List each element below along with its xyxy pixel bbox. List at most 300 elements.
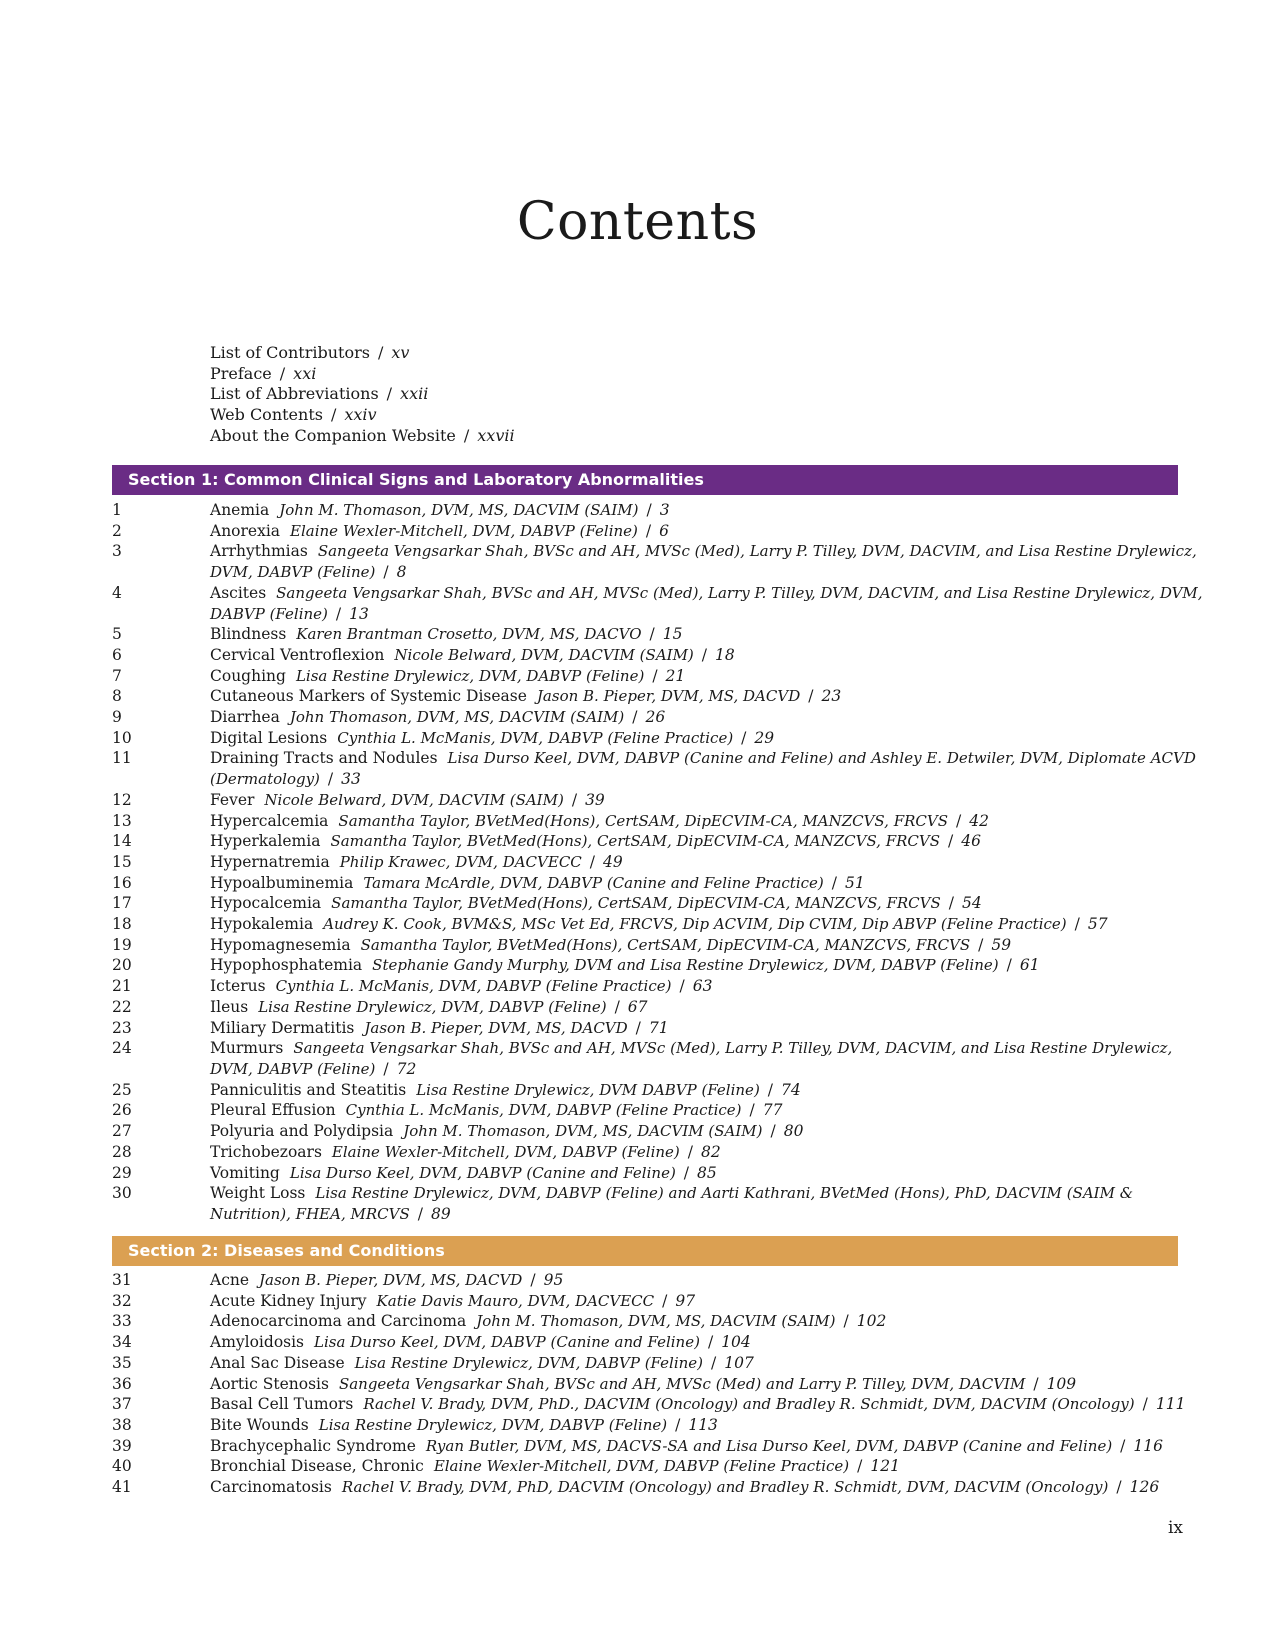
chapter-authors: Audrey K. Cook, BVM&S, MSc Vet Ed, FRCVS, Dip ACVIM, Dip CVIM, Dip ABVP (Feline Practice) <box>323 915 1067 934</box>
separator: / <box>687 1142 693 1161</box>
toc-entry <box>0 1163 1275 1184</box>
chapter-page: 18 <box>715 645 735 664</box>
chapter-authors: Cynthia L. McManis, DVM, DABVP (Feline Practice) <box>345 1101 742 1120</box>
front-matter-page: xxi <box>293 363 317 383</box>
chapter-authors: Sangeeta Vengsarkar Shah, BVSc and AH, MVSc (Med) and Larry P. Tilley, DVM, DACVIM <box>338 1374 1026 1393</box>
toc-entry <box>0 1183 1275 1224</box>
separator: / <box>463 425 470 445</box>
chapter-page: 85 <box>697 1163 717 1182</box>
separator: / <box>386 384 393 404</box>
chapter-authors: Samantha Taylor, BVetMed(Hons), CertSAM, DipECVIM-CA, MANZCVS, FRCVS <box>338 811 948 830</box>
chapter-authors: Karen Brantman Crosetto, DVM, MS, DACVO <box>296 625 642 644</box>
chapter-title: Bite Wounds <box>210 1415 309 1434</box>
separator: / <box>675 1415 681 1434</box>
chapter-page: 80 <box>783 1122 804 1141</box>
separator: / <box>808 687 814 706</box>
chapter-authors: Nicole Belward, DVM, DACVIM (SAIM) <box>264 790 564 809</box>
chapter-number: 30 <box>112 1184 132 1203</box>
separator: / <box>649 625 655 644</box>
separator: / <box>635 1018 641 1037</box>
chapter-authors: Jason B. Pieper, DVM, MS, DACVD <box>536 687 801 706</box>
chapter-title: Anal Sac Disease <box>210 1353 345 1372</box>
chapter-title: Brachycephalic Syndrome <box>210 1436 416 1455</box>
chapter-title: Hypoalbuminemia <box>210 873 354 892</box>
chapter-number: 26 <box>112 1101 132 1120</box>
section-1-entries <box>0 500 1275 1225</box>
chapter-authors: Rachel V. Brady, DVM, PhD., DACVIM (Oncology) and Bradley R. Schmidt, DVM, DACVIM (Oncology) <box>363 1395 1135 1414</box>
chapter-title: Hypophosphatemia <box>210 956 363 975</box>
separator: / <box>1142 1395 1148 1414</box>
chapter-page: 82 <box>701 1142 721 1161</box>
separator: / <box>589 852 596 871</box>
chapter-authors: Elaine Wexler-Mitchell, DVM, DABVP (Feline) <box>290 521 638 540</box>
chapter-title: Cervical Ventroflexion <box>210 645 385 664</box>
chapter-title: Blindness <box>210 625 287 644</box>
separator: / <box>662 1291 668 1310</box>
chapter-page: 72 <box>396 1059 417 1078</box>
toc-entry <box>0 1353 1275 1374</box>
separator: / <box>770 1122 776 1141</box>
separator: / <box>1074 915 1080 934</box>
chapter-page: 33 <box>341 770 361 789</box>
chapter-title: Ascites <box>210 583 267 602</box>
chapter-page: 104 <box>721 1333 751 1352</box>
separator: / <box>646 501 652 519</box>
chapter-authors: John Thomason, DVM, MS, DACVIM (SAIM) <box>289 708 625 727</box>
chapter-authors: Nicole Belward, DVM, DACVIM (SAIM) <box>394 645 694 664</box>
toc-entry-body <box>210 955 1215 976</box>
chapter-page: 74 <box>781 1080 801 1099</box>
separator: / <box>383 1059 389 1078</box>
toc-entry <box>0 1142 1275 1163</box>
toc-entry-body <box>210 976 1215 997</box>
chapter-title: Hypomagnesemia <box>210 935 351 954</box>
chapter-number: 20 <box>112 956 132 975</box>
toc-entry-body <box>210 1436 1215 1457</box>
toc-entry-body <box>210 1038 1215 1079</box>
chapter-authors: Cynthia L. McManis, DVM, DABVP (Feline Practice) <box>337 728 734 747</box>
separator: / <box>741 728 747 747</box>
chapter-authors: Samantha Taylor, BVetMed(Hons), CertSAM, DipECVIM-CA, MANZCVS, FRCVS <box>360 935 971 954</box>
toc-entry-body <box>210 1270 1215 1291</box>
toc-entry <box>0 976 1275 997</box>
chapter-title: Draining Tracts and Nodules <box>210 749 438 768</box>
chapter-page: 6 <box>659 521 669 540</box>
chapter-number: 31 <box>112 1271 132 1289</box>
front-matter-list <box>210 343 515 447</box>
chapter-title: Digital Lesions <box>210 728 328 747</box>
toc-entry-body <box>210 935 1215 956</box>
chapter-page: 23 <box>821 687 842 706</box>
toc-entry-body <box>210 1183 1215 1224</box>
separator: / <box>1116 1478 1122 1497</box>
chapter-authors: Katie Davis Mauro, DVM, DACVECC <box>376 1291 655 1310</box>
toc-entry-body <box>210 852 1215 873</box>
chapter-page: 71 <box>648 1018 669 1037</box>
chapter-title: Acne <box>210 1271 250 1289</box>
toc-entry <box>0 831 1275 852</box>
chapter-authors: Samantha Taylor, BVetMed(Hons), CertSAM, DipECVIM-CA, MANZCVS, FRCVS <box>331 894 941 913</box>
section-1-heading: Section 1: Common Clinical Signs and Laboratory Abnormalities <box>112 465 1178 495</box>
toc-entry <box>0 1374 1275 1395</box>
separator: / <box>571 790 578 809</box>
chapter-number: 4 <box>112 583 122 602</box>
chapter-page: 42 <box>969 811 989 830</box>
chapter-page: 57 <box>1087 915 1108 934</box>
separator: / <box>711 1353 717 1372</box>
chapter-page: 126 <box>1129 1478 1160 1497</box>
chapter-title: Panniculitis and Steatitis <box>210 1080 407 1099</box>
separator: / <box>749 1101 755 1120</box>
chapter-title: Hypercalcemia <box>210 811 329 830</box>
front-matter-page: xxiv <box>344 405 377 425</box>
toc-entry-body <box>210 500 1215 521</box>
chapter-page: 54 <box>961 894 982 913</box>
chapter-title: Basal Cell Tumors <box>210 1395 354 1414</box>
toc-entry-body <box>210 1080 1215 1101</box>
chapter-authors: Lisa Restine Drylewicz, DVM, DABVP (Feline) <box>258 997 607 1016</box>
chapter-number: 21 <box>112 977 132 996</box>
chapter-page: 49 <box>603 852 623 871</box>
separator: / <box>683 1163 690 1182</box>
chapter-number: 29 <box>112 1163 132 1182</box>
chapter-number: 28 <box>112 1142 132 1161</box>
chapter-number: 10 <box>112 728 132 747</box>
toc-entry-body <box>210 1121 1215 1142</box>
chapter-authors: Elaine Wexler-Mitchell, DVM, DABVP (Feline Practice) <box>433 1457 850 1476</box>
chapter-authors: Jason B. Pieper, DVM, MS, DACVD <box>364 1018 628 1037</box>
toc-entry-body <box>210 707 1215 728</box>
separator: / <box>1006 956 1012 975</box>
front-matter-page: xxvii <box>477 425 515 445</box>
chapter-number: 14 <box>112 832 132 851</box>
chapter-page: 46 <box>961 832 981 851</box>
chapter-title: Anorexia <box>210 521 281 540</box>
chapter-authors: Lisa Durso Keel, DVM, DABVP (Canine and Feline) <box>314 1333 700 1352</box>
toc-entry-body <box>210 1477 1215 1498</box>
chapter-title: Ileus <box>210 997 249 1016</box>
separator: / <box>857 1457 863 1476</box>
toc-entry-body <box>210 541 1215 582</box>
chapter-title: Hypocalcemia <box>210 894 322 913</box>
separator: / <box>948 832 954 851</box>
toc-entry-body <box>210 811 1215 832</box>
chapter-page: 59 <box>991 935 1012 954</box>
separator: / <box>1033 1374 1039 1393</box>
chapter-number: 2 <box>112 521 122 540</box>
toc-entry <box>0 521 1275 542</box>
chapter-authors: Lisa Durso Keel, DVM, DABVP (Canine and Feline) and Ashley E. Detwiler, DVM, Diplomate ACVD (Dermatology) <box>210 749 1196 789</box>
chapter-number: 8 <box>112 687 122 706</box>
toc-entry <box>0 914 1275 935</box>
separator: / <box>707 1333 714 1352</box>
separator: / <box>978 935 984 954</box>
page-number: ix <box>1167 1518 1183 1538</box>
chapter-page: 13 <box>349 604 369 623</box>
toc-entry <box>0 852 1275 873</box>
chapter-number: 6 <box>112 645 122 664</box>
chapter-page: 102 <box>856 1312 887 1331</box>
chapter-authors: John M. Thomason, DVM, MS, DACVIM (SAIM) <box>403 1122 763 1141</box>
toc-entry <box>0 624 1275 645</box>
chapter-page: 61 <box>1019 956 1040 975</box>
chapter-title: Coughing <box>210 666 286 685</box>
toc-entry-body <box>210 1291 1215 1312</box>
toc-entry <box>0 666 1275 687</box>
chapter-number: 35 <box>112 1353 132 1372</box>
chapter-number: 41 <box>112 1478 132 1497</box>
separator: / <box>843 1312 849 1331</box>
toc-entry <box>0 500 1275 521</box>
front-matter-title: Web Contents <box>210 405 323 425</box>
toc-entry-body <box>210 790 1215 811</box>
chapter-number: 1 <box>112 501 122 519</box>
toc-entry <box>0 935 1275 956</box>
chapter-number: 12 <box>112 790 132 809</box>
chapter-page: 63 <box>692 977 713 996</box>
chapter-title: Bronchial Disease, Chronic <box>210 1457 424 1476</box>
front-matter-title: List of Contributors <box>210 343 370 362</box>
chapter-authors: Samantha Taylor, BVetMed(Hons), CertSAM, DipECVIM-CA, MANZCVS, FRCVS <box>330 832 941 851</box>
chapter-title: Acute Kidney Injury <box>210 1291 367 1310</box>
toc-entry <box>0 790 1275 811</box>
toc-entry-body <box>210 1311 1215 1332</box>
chapter-page: 113 <box>688 1415 718 1434</box>
toc-entry <box>0 1415 1275 1436</box>
chapter-authors: Lisa Durso Keel, DVM, DABVP (Canine and Feline) <box>289 1163 676 1182</box>
toc-entry-body <box>210 1415 1215 1436</box>
chapter-number: 3 <box>112 542 122 561</box>
chapter-number: 33 <box>112 1312 132 1331</box>
front-matter-item <box>210 364 515 385</box>
separator: / <box>279 363 286 383</box>
front-matter-title: About the Companion Website <box>210 425 456 445</box>
toc-entry <box>0 1291 1275 1312</box>
chapter-title: Arrhythmias <box>210 542 308 561</box>
toc-entry <box>0 1456 1275 1477</box>
toc-entry <box>0 1394 1275 1415</box>
chapter-title: Anemia <box>210 501 270 519</box>
toc-entry-body <box>210 666 1215 687</box>
toc-entry-body <box>210 1100 1215 1121</box>
chapter-page: 95 <box>543 1271 564 1289</box>
chapter-number: 17 <box>112 894 132 913</box>
toc-entry-body <box>210 873 1215 894</box>
toc-entry-body <box>210 893 1215 914</box>
toc-entry-body <box>210 686 1215 707</box>
chapter-number: 16 <box>112 873 132 892</box>
chapter-page: 26 <box>645 708 666 727</box>
chapter-authors: Sangeeta Vengsarkar Shah, BVSc and AH, MVSc (Med), Larry P. Tilley, DVM, DACVIM, and Lisa Restine Drylewicz, DVM, DABVP (Feline) <box>210 583 1203 623</box>
chapter-authors: John M. Thomason, DVM, MS, DACVIM (SAIM) <box>279 501 639 519</box>
chapter-authors: Stephanie Gandy Murphy, DVM and Lisa Restine Drylewicz, DVM, DABVP (Feline) <box>372 956 999 975</box>
chapter-number: 39 <box>112 1436 132 1455</box>
separator: / <box>1120 1436 1126 1455</box>
toc-entry <box>0 873 1275 894</box>
separator: / <box>652 666 658 685</box>
chapter-page: 116 <box>1133 1436 1163 1455</box>
chapter-authors: Cynthia L. McManis, DVM, DABVP (Feline Practice) <box>275 977 672 996</box>
separator: / <box>417 1204 423 1223</box>
chapter-authors: Lisa Restine Drylewicz, DVM, DABVP (Feline) <box>354 1353 704 1372</box>
chapter-title: Fever <box>210 790 255 809</box>
chapter-page: 15 <box>662 625 683 644</box>
chapter-number: 36 <box>112 1374 132 1393</box>
chapter-number: 40 <box>112 1457 132 1476</box>
chapter-number: 32 <box>112 1291 132 1310</box>
toc-entry <box>0 1477 1275 1498</box>
chapter-title: Pleural Effusion <box>210 1101 336 1120</box>
toc-entry <box>0 1436 1275 1457</box>
chapter-page: 21 <box>665 666 686 685</box>
chapter-authors: Sangeeta Vengsarkar Shah, BVSc and AH, MVSc (Med), Larry P. Tilley, DVM, DACVIM, and Lisa Restine Drylewicz, DVM, DABVP (Feline) <box>210 1039 1173 1078</box>
chapter-authors: Lisa Restine Drylewicz, DVM, DABVP (Feline) and Aarti Kathrani, BVetMed (Hons), PhD, DACVIM (SAIM & Nutrition), FHEA, MRCVS <box>210 1184 1134 1223</box>
chapter-page: 3 <box>659 501 670 519</box>
separator: / <box>701 645 708 664</box>
toc-entry-body <box>210 1374 1215 1395</box>
toc-entry <box>0 686 1275 707</box>
toc-entry <box>0 1080 1275 1101</box>
chapter-page: 8 <box>396 563 407 582</box>
toc-entry <box>0 748 1275 789</box>
chapter-page: 39 <box>585 790 605 809</box>
chapter-number: 9 <box>112 708 122 727</box>
front-matter-page: xxii <box>400 384 429 404</box>
chapter-title: Hyperkalemia <box>210 832 321 851</box>
toc-entry-body <box>210 1394 1215 1415</box>
chapter-authors: Jason B. Pieper, DVM, MS, DACVD <box>259 1271 523 1289</box>
toc-entry <box>0 728 1275 749</box>
separator: / <box>767 1080 774 1099</box>
chapter-title: Hypernatremia <box>210 852 330 871</box>
chapter-number: 5 <box>112 625 122 644</box>
chapter-page: 107 <box>724 1353 754 1372</box>
chapter-title: Diarrhea <box>210 708 280 727</box>
toc-entry <box>0 1038 1275 1079</box>
section-2-entries <box>0 1270 1275 1498</box>
chapter-title: Polyuria and Polydipsia <box>210 1122 394 1141</box>
chapter-title: Icterus <box>210 977 266 996</box>
toc-entry <box>0 811 1275 832</box>
chapter-page: 111 <box>1155 1395 1186 1414</box>
chapter-authors: Lisa Restine Drylewicz, DVM DABVP (Feline) <box>416 1080 760 1099</box>
chapter-title: Cutaneous Markers of Systemic Disease <box>210 687 527 706</box>
chapter-title: Hypokalemia <box>210 915 314 934</box>
chapter-title: Amyloidosis <box>210 1333 305 1352</box>
chapter-page: 51 <box>845 873 865 892</box>
toc-entry <box>0 1100 1275 1121</box>
chapter-title: Trichobezoars <box>210 1142 322 1161</box>
chapter-number: 22 <box>112 997 132 1016</box>
separator: / <box>330 405 337 425</box>
chapter-number: 38 <box>112 1415 132 1434</box>
toc-entry <box>0 707 1275 728</box>
toc-entry <box>0 1018 1275 1039</box>
chapter-authors: Ryan Butler, DVM, MS, DACVS-SA and Lisa Durso Keel, DVM, DABVP (Canine and Feline) <box>425 1436 1113 1455</box>
chapter-title: Adenocarcinoma and Carcinoma <box>210 1312 467 1331</box>
toc-entry-body <box>210 914 1215 935</box>
toc-entry-body <box>210 997 1215 1018</box>
chapter-number: 34 <box>112 1333 132 1352</box>
separator: / <box>956 811 962 830</box>
separator: / <box>679 977 685 996</box>
chapter-title: Murmurs <box>210 1039 284 1058</box>
toc-entry-body <box>210 1353 1215 1374</box>
chapter-authors: John M. Thomason, DVM, MS, DACVIM (SAIM) <box>476 1312 836 1331</box>
chapter-number: 19 <box>112 935 132 954</box>
page-title: Contents <box>516 192 759 252</box>
toc-entry <box>0 997 1275 1018</box>
chapter-number: 11 <box>112 749 132 768</box>
chapter-page: 29 <box>754 728 775 747</box>
toc-entry-body <box>210 728 1215 749</box>
chapter-authors: Lisa Restine Drylewicz, DVM, DABVP (Feline) <box>295 666 645 685</box>
chapter-title: Vomiting <box>210 1163 280 1182</box>
front-matter-item <box>210 426 515 447</box>
toc-entry <box>0 893 1275 914</box>
toc-entry <box>0 583 1275 624</box>
toc-entry <box>0 1311 1275 1332</box>
toc-entry-body <box>210 583 1215 624</box>
toc-entry <box>0 1121 1275 1142</box>
separator: / <box>831 873 837 892</box>
chapter-number: 24 <box>112 1039 132 1058</box>
separator: / <box>335 604 342 623</box>
separator: / <box>614 997 620 1016</box>
toc-entry-body <box>210 1456 1215 1477</box>
chapter-authors: Lisa Restine Drylewicz, DVM, DABVP (Feline) <box>318 1415 668 1434</box>
chapter-number: 7 <box>112 666 122 685</box>
chapter-number: 23 <box>112 1018 132 1037</box>
chapter-number: 25 <box>112 1080 132 1099</box>
chapter-authors: Sangeeta Vengsarkar Shah, BVSc and AH, MVSc (Med), Larry P. Tilley, DVM, DACVIM, and Lisa Restine Drylewicz, DVM, DABVP (Feline) <box>210 542 1197 582</box>
toc-entry-body <box>210 645 1215 666</box>
front-matter-title: List of Abbreviations <box>210 384 379 404</box>
chapter-number: 13 <box>112 811 132 830</box>
separator: / <box>948 894 954 913</box>
separator: / <box>383 563 389 582</box>
front-matter-item <box>210 405 515 426</box>
section-2-heading: Section 2: Diseases and Conditions <box>112 1236 1178 1266</box>
toc-entry <box>0 541 1275 582</box>
chapter-number: 18 <box>112 915 132 934</box>
separator: / <box>645 521 652 540</box>
chapter-title: Aortic Stenosis <box>210 1374 329 1393</box>
chapter-title: Weight Loss <box>210 1184 306 1203</box>
toc-entry <box>0 645 1275 666</box>
toc-entry-body <box>210 1018 1215 1039</box>
chapter-page: 77 <box>762 1101 783 1120</box>
chapter-number: 27 <box>112 1122 132 1141</box>
front-matter-title: Preface <box>210 363 272 383</box>
toc-entry-body <box>210 1332 1215 1353</box>
front-matter-item <box>210 384 515 405</box>
separator: / <box>377 343 384 362</box>
chapter-authors: Tamara McArdle, DVM, DABVP (Canine and Feline Practice) <box>363 873 824 892</box>
toc-entry <box>0 1332 1275 1353</box>
toc-entry-body <box>210 521 1215 542</box>
toc-entry <box>0 955 1275 976</box>
chapter-authors: Rachel V. Brady, DVM, PhD, DACVIM (Oncology) and Bradley R. Schmidt, DVM, DACVIM (Oncology) <box>341 1478 1109 1497</box>
separator: / <box>632 708 638 727</box>
chapter-number: 15 <box>112 852 132 871</box>
separator: / <box>530 1271 536 1289</box>
chapter-page: 109 <box>1046 1374 1077 1393</box>
chapter-title: Carcinomatosis <box>210 1478 332 1497</box>
toc-entry-body <box>210 1163 1215 1184</box>
toc-entry-body <box>210 831 1215 852</box>
chapter-title: Miliary Dermatitis <box>210 1018 355 1037</box>
